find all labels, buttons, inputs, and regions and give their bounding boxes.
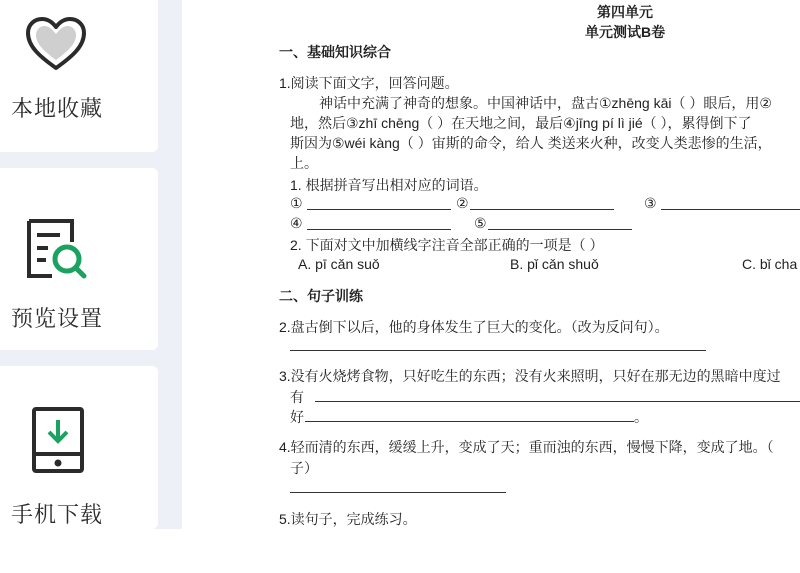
passage-line: 神话中充满了神奇的想象。中国神话中，盘古①zhēng kāi（ ）眼后，用② xyxy=(319,95,772,111)
answer-prefix: 好 xyxy=(290,409,304,425)
question-text: 5.读句子，完成练习。 xyxy=(279,511,417,527)
question-text: 2.盘古倒下以后，他的身体发生了巨大的变化。（改为反问句）。 xyxy=(279,319,669,335)
answer-blank[interactable] xyxy=(661,209,800,210)
question-text: 1.阅读下面文字，回答问题。 xyxy=(279,75,459,91)
section-heading: 一、基础知识综合 xyxy=(279,44,391,60)
section-heading: 二、句子训练 xyxy=(279,288,363,304)
period-mark: 。 xyxy=(634,409,648,425)
sidebar-item-label: 手机下载 xyxy=(11,502,104,527)
blank-label: ⑤ xyxy=(474,215,487,231)
sub-question: 2. 下面对文中加横线字注音全部正确的一项是（ ） xyxy=(290,237,604,253)
answer-blank[interactable] xyxy=(488,229,632,230)
sidebar-item-label: 预览设置 xyxy=(11,306,104,331)
blank-label: ④ xyxy=(290,215,303,231)
passage-line: 斯因为⑤wéi kàng（ ）宙斯的命令，给人 类送来火种，改变人类悲惨的生活， xyxy=(290,135,772,151)
question-text: 3.没有火烧烤食物，只好吃生的东西；没有火来照明，只好在那无边的黑暗中度过 xyxy=(279,368,781,384)
passage-line: 地，然后③zhī chēng（ ）在天地之间，最后④jīng pí lì jié（ ），累得倒下了 xyxy=(290,115,752,131)
option-a: A. pī cǎn suǒ xyxy=(298,256,380,272)
answer-blank[interactable] xyxy=(307,209,451,210)
answer-line[interactable] xyxy=(290,492,506,493)
answer-blank[interactable] xyxy=(470,209,614,210)
sidebar-item-label: 本地收藏 xyxy=(11,96,104,121)
doc-subtitle: 单元测试B卷 xyxy=(585,24,666,40)
answer-line[interactable] xyxy=(290,350,706,351)
doc-title: 第四单元 xyxy=(597,4,653,20)
answer-line[interactable] xyxy=(305,421,634,422)
question-text: 子） xyxy=(290,460,318,476)
option-c: C. bǐ cha xyxy=(742,256,798,272)
answer-blank[interactable] xyxy=(307,229,451,230)
blank-label: ③ xyxy=(644,195,657,211)
passage-line: 上。 xyxy=(290,155,318,171)
answer-line[interactable] xyxy=(315,401,800,402)
question-text: 4.轻而清的东西，缓缓上升，变成了天；重而浊的东西，慢慢下降，变成了地。（ xyxy=(279,439,774,455)
blank-label: ② xyxy=(456,195,469,211)
sub-question: 1. 根据拼音写出相对应的词语。 xyxy=(290,177,488,193)
answer-prefix: 有 xyxy=(290,389,304,405)
blank-label: ① xyxy=(290,195,303,211)
option-b: B. pǐ cǎn shuǒ xyxy=(510,256,599,272)
